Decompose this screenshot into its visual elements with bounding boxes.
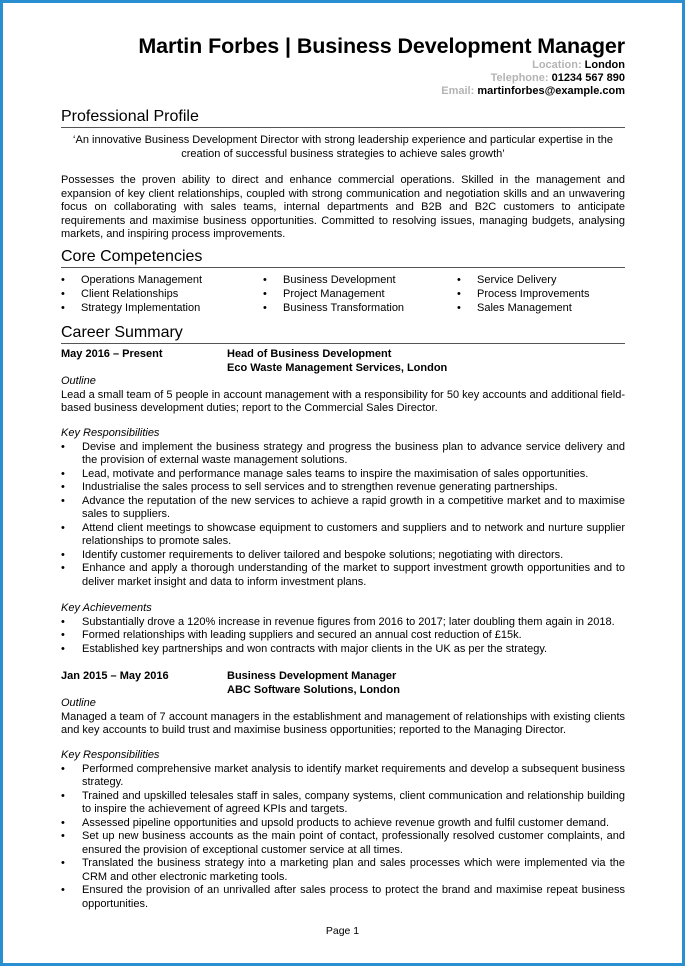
- job-1-achievements: [61, 616, 625, 657]
- competencies-heading: Core Competencies: [61, 248, 625, 268]
- list-item: • Identify customer requirements to deliver tailored and bespoke solutions; negotiating with directors.: [61, 549, 625, 563]
- list-item: • Attend client meetings to showcase equipment to customers and suppliers and to network and nurture supplier relationships to promote sales.: [61, 522, 625, 549]
- profile-summary: Possesses the proven ability to direct and enhance commercial operations. Skilled in the management and expansion of key client relationships, coupled with strong communication and negotiation skills and an unwavering focus on collaborating with sales teams, internal departments and B2B and B2C customers to anticipate requirements and maximise business opportunities. Committed to resolving issues, managing budgets, analysing markets, and inspiring process improvements.: [61, 174, 625, 240]
- competency-item: • Sales Management: [457, 301, 589, 315]
- competency-item: • Client Relationships: [61, 287, 202, 301]
- list-item: • Industrialise the sales process to sell services and to strengthen revenue generating partnerships.: [61, 481, 625, 495]
- competencies-col-2: [263, 273, 404, 315]
- competency-item: • Business Development: [263, 273, 404, 287]
- email-label: Email:: [441, 85, 475, 97]
- job-2-responsibilities-label: Key Responsibilities: [61, 749, 160, 761]
- email-value: martinforbes@example.com: [477, 85, 625, 97]
- list-item: • Trained and upskilled telesales staff in sales, company systems, client communication and relationship building to inspire the achievement of agreed KPIs and targets.: [61, 790, 625, 817]
- contact-location: [532, 59, 625, 71]
- career-heading: Career Summary: [61, 324, 625, 344]
- list-item: • Advance the reputation of the new services to achieve a rapid growth in a competitive market and to maximise sales to suppliers.: [61, 495, 625, 522]
- location-value: London: [584, 59, 625, 71]
- job-1-responsibilities-label: Key Responsibilities: [61, 427, 160, 439]
- competency-item: • Operations Management: [61, 273, 202, 287]
- job-2-outline: Managed a team of 7 account managers in the establishment and management of relationships with existing clients and key accounts to build trust and maximise business opportunities; reported to the Managing Director.: [61, 710, 625, 736]
- list-item: • Enhance and apply a thorough understanding of the market to support investment growth opportunities and to deliver market insight and data to inform investment plans.: [61, 562, 625, 589]
- contact-email: [441, 85, 625, 97]
- competency-item: • Project Management: [263, 287, 404, 301]
- job-1-outline: Lead a small team of 5 people in account management with a responsibility for 50 key accounts and additional field-based business development duties; report to the Commercial Sales Director.: [61, 388, 625, 414]
- job-1-achievements-label: Key Achievements: [61, 602, 152, 614]
- job-1-responsibilities: [61, 441, 625, 590]
- job-1-outline-label: Outline: [61, 375, 96, 387]
- list-item: • Assessed pipeline opportunities and upsold products to achieve revenue growth and fulfil customer demand.: [61, 817, 625, 831]
- job-2-dates: Jan 2015 – May 2016: [61, 670, 169, 682]
- profile-quote: ‘An innovative Business Development Director with strong leadership experience and particular expertise in the creation of successful business strategies to achieve sales growth’: [73, 134, 613, 160]
- job-2-responsibilities: [61, 763, 625, 912]
- list-item: • Established key partnerships and won contracts with major clients in the UK as per the strategy.: [61, 643, 625, 657]
- job-2-title: Business Development Manager: [227, 670, 397, 682]
- list-item: • Performed comprehensive market analysis to identify market requirements and develop a subsequent business strategy.: [61, 763, 625, 790]
- competency-item: • Strategy Implementation: [61, 301, 202, 315]
- name-title: Martin Forbes | Business Development Manager: [138, 34, 625, 58]
- list-item: • Ensured the provision of an unrivalled after sales process to protect the brand and maximise repeat business opportunities.: [61, 884, 625, 911]
- list-item: • Devise and implement the business strategy and progress the business plan to advance service delivery and the provision of external waste management solutions.: [61, 441, 625, 468]
- list-item: • Translated the business strategy into a marketing plan and sales processes which were implemented via the CRM and other electronic marketing tools.: [61, 857, 625, 884]
- job-2-outline-label: Outline: [61, 697, 96, 709]
- location-label: Location:: [532, 59, 582, 71]
- competencies-col-1: [61, 273, 202, 315]
- telephone-label: Telephone:: [490, 72, 549, 84]
- list-item: • Set up new business accounts as the main point of contact, professionally resolved customer complaints, and ensured the provision of exceptional customer service at all times.: [61, 830, 625, 857]
- list-item: • Substantially drove a 120% increase in revenue figures from 2016 to 2017; later doubling them again in 2018.: [61, 616, 625, 630]
- telephone-value: 01234 567 890: [551, 72, 625, 84]
- list-item: • Lead, motivate and performance manage sales teams to inspire the maximisation of sales opportunities.: [61, 468, 625, 482]
- contact-telephone: [491, 72, 625, 84]
- job-1-company: Eco Waste Management Services, London: [227, 361, 448, 374]
- competencies-col-3: [457, 273, 589, 315]
- competency-item: • Service Delivery: [457, 273, 589, 287]
- competency-item: • Business Transformation: [263, 301, 404, 315]
- job-1-dates: May 2016 – Present: [61, 348, 163, 360]
- list-item: • Formed relationships with leading suppliers and secured an annual cost reduction of £15k.: [61, 629, 625, 643]
- competency-item: • Process Improvements: [457, 287, 589, 301]
- profile-heading: Professional Profile: [61, 108, 625, 128]
- page-number: Page 1: [325, 925, 360, 937]
- job-1-title: Head of Business Development: [227, 348, 392, 360]
- job-2-company: ABC Software Solutions, London: [227, 683, 400, 696]
